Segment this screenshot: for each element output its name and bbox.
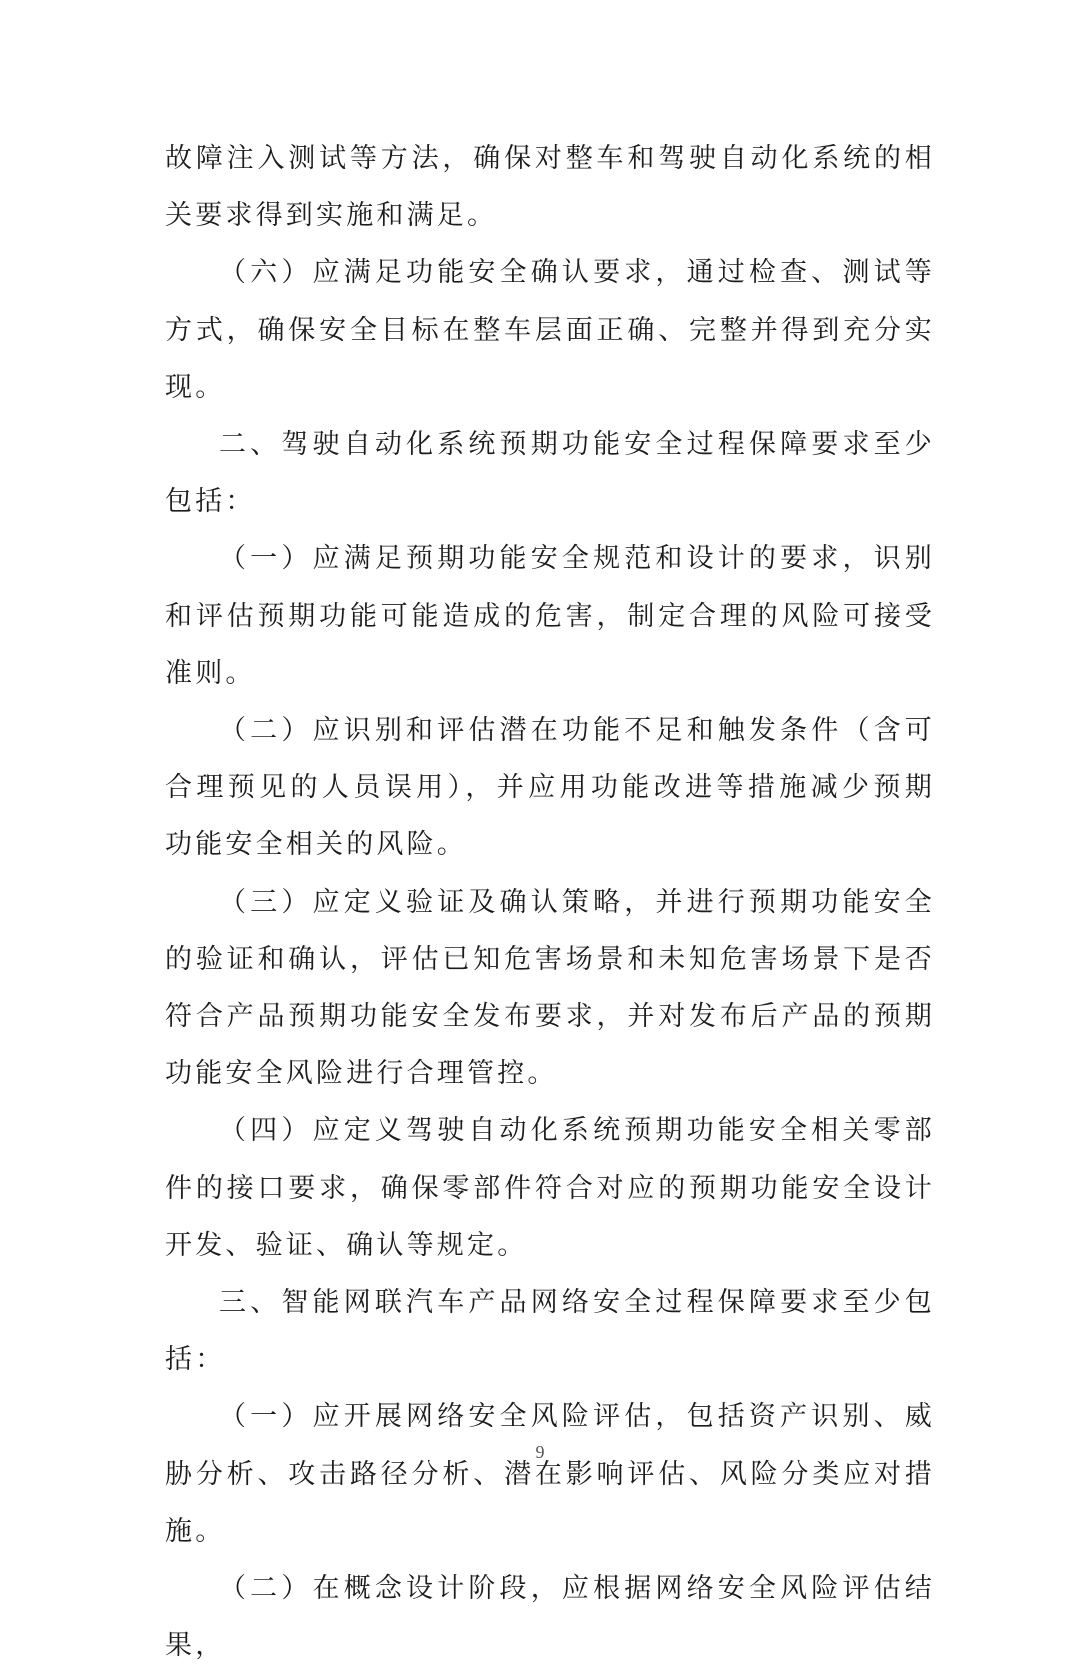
page-number: 9 [535,1442,545,1462]
paragraph-item-2-insufficiency: （二）应识别和评估潜在功能不足和触发条件（含可合理预见的人员误用），并应用功能改进等措施减少预期功能安全相关的风险。 [165,715,935,861]
paragraph-continuation: 故障注入测试等方法，确保对整车和驾驶自动化系统的相关要求得到实施和满足。 [165,143,935,232]
paragraph-item-1-sotif-spec: （一）应满足预期功能安全规范和设计的要求，识别和评估预期功能可能造成的危害，制定合理的风险可接受准则。 [165,543,935,689]
paragraph-item-2-concept-design: （二）在概念设计阶段，应根据网络安全风险评估结果， [165,1573,935,1662]
section-heading-3: 三、智能网联汽车产品网络安全过程保障要求至少包括： [165,1287,935,1376]
paragraph-item-3-verification: （三）应定义验证及确认策略，并进行预期功能安全的验证和确认，评估已知危害场景和未知危害场景下是否符合产品预期功能安全发布要求，并对发布后产品的预期功能安全风险进行合理管控。 [165,886,935,1090]
section-heading-2: 二、驾驶自动化系统预期功能安全过程保障要求至少包括： [165,429,935,518]
paragraph-item-4-interface: （四）应定义驾驶自动化系统预期功能安全相关零部件的接口要求，确保零部件符合对应的预期功能安全设计开发、验证、确认等规定。 [165,1115,935,1261]
paragraph-item-6-confirmation: （六）应满足功能安全确认要求，通过检查、测试等方式，确保安全目标在整车层面正确、完整并得到充分实现。 [165,257,935,403]
paragraph-item-1-risk-assessment: （一）应开展网络安全风险评估，包括资产识别、威胁分析、攻击路径分析、潜在影响评估、风险分类应对措施。 [165,1401,935,1547]
